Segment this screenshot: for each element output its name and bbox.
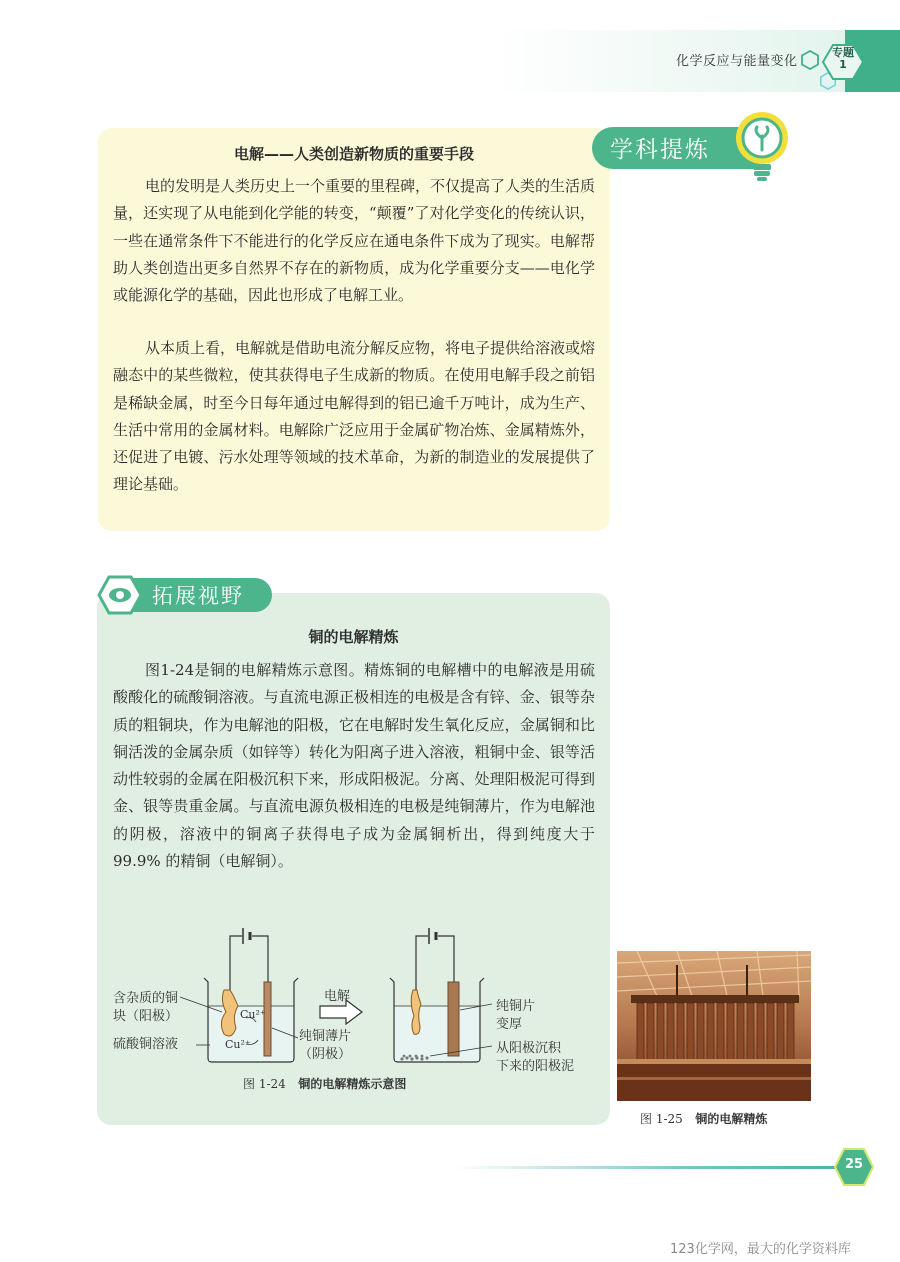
section2-title: 铜的电解精炼 xyxy=(308,628,399,646)
eye-icon xyxy=(97,575,143,615)
thickened-copper-label: 纯铜片 变厚 xyxy=(496,999,536,1032)
subject-summary-label: 学科提炼 xyxy=(610,137,710,163)
hexagon-icon xyxy=(800,50,820,70)
lightbulb-icon xyxy=(728,108,790,188)
section1-paragraph-2: 从本质上看，电解就是借助电流分解反应物，将电子提供给溶液或熔融态中的某些微粒，使其获得电子生成新的物质。在使用电解手段之前铝是稀缺金属，时至今日每年通过电解得到的铝已逾千万吨计，成为生产、生活中常用的金属材料。电解除广泛应用于金属矿物冶炼、金属精炼外，还促进了电镀、污水处理等领域的技术革命，为新的制造业的发展提供了理论基础。 xyxy=(113,339,596,494)
page-number: 25 xyxy=(844,1157,864,1172)
pure-copper-sheet-label: 纯铜薄片 （阴极） xyxy=(299,1029,352,1062)
ion-label: Cu²⁺ xyxy=(240,1008,266,1021)
section1-paragraph-1: 电的发明是人类历史上一个重要的里程碑，不仅提高了人类的生活质量，还实现了从电能到化学能的转变，“颠覆”了对化学变化的传统认识，一些在通常条件下不能进行的化学反应在通电条件下成为了现实。电解帮助人类创造出更多自然界不存在的新物质，成为化学重要分支——电化学或能源化学的基础，因此也形成了电解工业。 xyxy=(113,177,596,305)
anode-mud-label: 从阳极沉积 下来的阳极泥 xyxy=(496,1041,575,1074)
section2-paragraph: 图1-24是铜的电解精炼示意图。精炼铜的电解槽中的电解液是用硫酸酸化的硫酸铜溶液。与直流电源正极相连的电极是含有锌、金、银等杂质的粗铜块，作为电解池的阳极，它在电解时发生氧化反应，金属铜和比铜活泼的金属杂质（如锌等）转化为阳离子进入溶液，粗铜中金、银等活动性较弱的金属在阳极沉积下来，形成阳极泥。分离、处理阳极泥可得到金、银等贵重金属。与直流电源负极相连的电极是纯铜薄片，作为电解池的阴极，溶液中的铜离子获得电子成为金属铜析出，得到纯度大于99.9% 的精铜（电解铜）。 xyxy=(113,661,595,871)
section1-title: 电解——人类创造新物质的重要手段 xyxy=(233,145,474,163)
copper-sulfate-label: 硫酸铜溶液 xyxy=(113,1037,179,1052)
expand-view-label: 拓展视野 xyxy=(152,584,244,608)
ion-label: Cu²⁺ xyxy=(225,1038,251,1051)
watermark: 123化学网，最大的化学资料库 xyxy=(670,1242,851,1257)
crude-copper-label: 含杂质的铜 块（阳极） xyxy=(113,991,179,1024)
figure-1-24-caption: 图 1-24 铜的电解精炼示意图 xyxy=(243,1077,407,1091)
chapter-label: 化学反应与能量变化 xyxy=(676,54,798,69)
figure-1-25-caption: 图 1-25 铜的电解精炼 xyxy=(640,1112,768,1126)
chapter-badge: 专题 1 xyxy=(832,46,854,71)
footer-rule xyxy=(455,1166,845,1169)
electrolysis-arrow-label: 电解 xyxy=(324,989,351,1004)
copper-refining-photo xyxy=(617,951,811,1101)
